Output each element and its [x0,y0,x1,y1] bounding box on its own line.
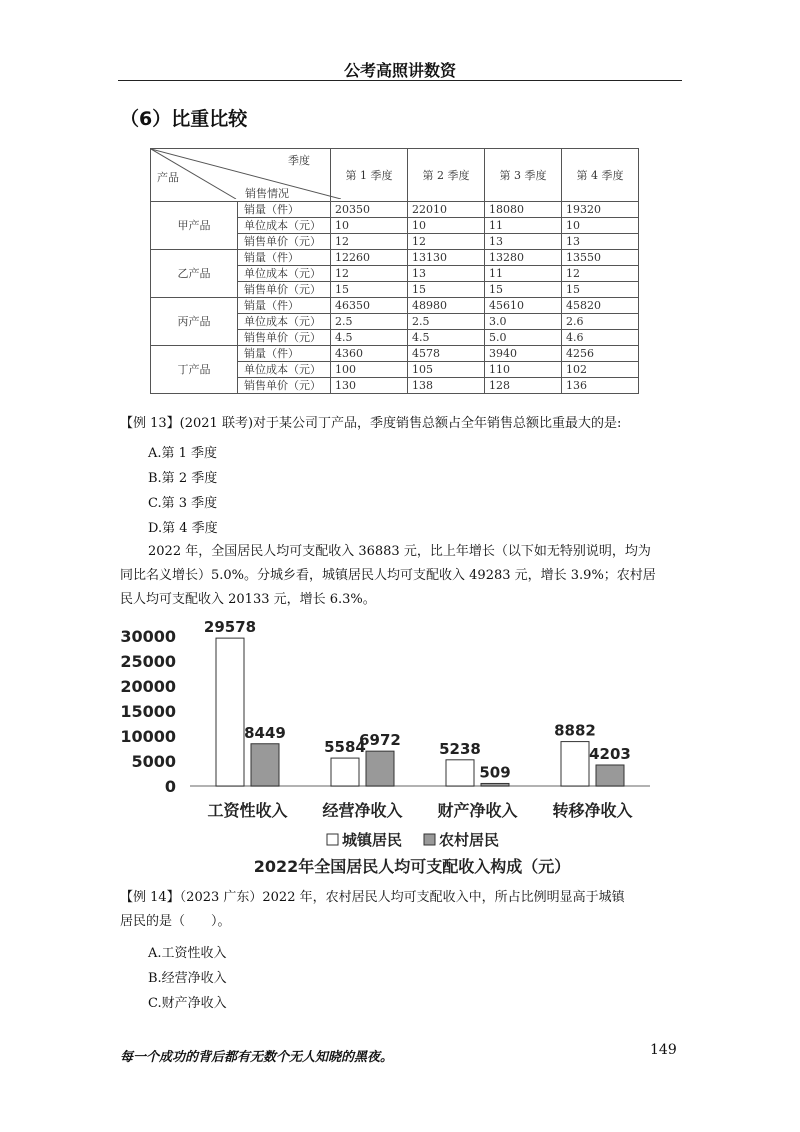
category-label: 经营净收入 [322,801,403,820]
value-cell: 110 [485,362,562,378]
quarter-header: 第 3 季度 [485,149,562,202]
quarter-header: 第 1 季度 [331,149,408,202]
value-cell: 102 [562,362,639,378]
value-cell: 12 [562,266,639,282]
q14-stem-line: 居民的是（ ）。 [120,914,231,929]
y-tick-label: 20000 [120,677,176,696]
legend-swatch-urban [327,834,338,845]
q14-option-a: A.工资性收入 [148,946,227,961]
quarter-header: 第 2 季度 [408,149,485,202]
question-14-stem [120,886,685,934]
q13-option-d: D.第 4 季度 [148,521,218,536]
bar-value-label: 8882 [554,721,596,740]
value-cell: 12260 [331,250,408,266]
metric-label-cell: 销售单价（元） [238,330,331,346]
value-cell: 13 [408,266,485,282]
value-cell: 130 [331,378,408,394]
intro-line: 同比名义增长）5.0%。分城乡看，城镇居民人均可支配收入 49283 元，增长 3.9%；农村居 [120,568,656,583]
table-row [151,202,639,218]
bar-rural [481,783,509,786]
bar-value-label: 29578 [203,618,257,637]
value-cell: 11 [485,266,562,282]
legend-label: 城镇居民 [342,831,403,849]
bar-urban [446,760,474,786]
metric-label-cell: 单位成本（元） [238,314,331,330]
bar-value-label: 509 [479,763,511,782]
metric-label-cell: 销量（件） [238,298,331,314]
value-cell: 13280 [485,250,562,266]
metric-label-cell: 销售单价（元） [238,378,331,394]
value-cell: 45610 [485,298,562,314]
bar-value-label: 5238 [439,739,481,758]
footer-motto: 每一个成功的背后都有无数个无人知晓的黑夜。 [120,1050,394,1065]
value-cell: 5.0 [485,330,562,346]
value-cell: 10 [408,218,485,234]
table-row [151,298,639,314]
bar-rural [251,744,279,786]
value-cell: 13 [485,234,562,250]
bar-value-label: 5584 [324,738,366,757]
product-name-cell: 丙产品 [151,298,238,346]
q13-option-c: C.第 3 季度 [148,496,218,511]
value-cell: 13 [562,234,639,250]
product-name-cell: 乙产品 [151,250,238,298]
value-cell: 13130 [408,250,485,266]
y-tick-label: 30000 [120,627,176,646]
intro-line: 民人均可支配收入 20133 元，增长 6.3%。 [120,592,376,607]
q13-option-a: A.第 1 季度 [148,446,218,461]
category-label: 财产净收入 [437,801,518,820]
q13-option-b: B.第 2 季度 [148,471,218,486]
value-cell: 10 [562,218,639,234]
y-tick-label: 0 [164,777,176,796]
table-row [151,346,639,362]
quarter-header: 第 4 季度 [562,149,639,202]
legend-label: 农村居民 [439,831,500,849]
bar-value-label: 6972 [359,731,401,750]
value-cell: 105 [408,362,485,378]
y-tick-label: 5000 [131,752,176,771]
intro-paragraph [120,540,685,612]
value-cell: 20350 [331,202,408,218]
q14-option-b: B.经营净收入 [148,971,227,986]
q14-stem-line: 【例 14】（2023 广东）2022 年，农村居民人均可支配收入中，所占比例明显高于城镇 [120,890,625,905]
metric-label-cell: 单位成本（元） [238,218,331,234]
value-cell: 3940 [485,346,562,362]
value-cell: 2.5 [408,314,485,330]
product-name-cell: 丁产品 [151,346,238,394]
page-header: 公考高照讲数资 [343,61,456,80]
metric-label-cell: 销量（件） [238,202,331,218]
table-row [151,250,639,266]
income-bar-chart [110,618,670,878]
chart-title: 2022年全国居民人均可支配收入构成（元） [253,857,571,876]
value-cell: 2.6 [562,314,639,330]
value-cell: 12 [408,234,485,250]
bar-rural [596,765,624,786]
value-cell: 15 [485,282,562,298]
value-cell: 100 [331,362,408,378]
bar-urban [216,638,244,786]
value-cell: 19320 [562,202,639,218]
question-13-stem: 【例 13】(2021 联考)对于某公司丁产品，季度销售总额占全年销售总额比重最大的是: [120,416,622,431]
value-cell: 12 [331,234,408,250]
bar-value-label: 4203 [589,744,631,763]
value-cell: 136 [562,378,639,394]
sales-table [150,148,639,394]
value-cell: 3.0 [485,314,562,330]
value-cell: 2.5 [331,314,408,330]
category-label: 转移净收入 [552,801,633,820]
value-cell: 12 [331,266,408,282]
value-cell: 15 [408,282,485,298]
section-title: （6）比重比较 [120,108,248,130]
value-cell: 48980 [408,298,485,314]
value-cell: 4.5 [408,330,485,346]
header-rule [118,80,682,81]
intro-line: 2022 年，全国居民人均可支配收入 36883 元，比上年增长（以下如无特别说明，均为 [148,544,651,559]
product-name-cell: 甲产品 [151,202,238,250]
value-cell: 128 [485,378,562,394]
corner-sales-label: 销售情况 [245,187,289,200]
corner-quarter-label: 季度 [288,154,310,167]
bar-value-label: 8449 [244,723,286,742]
y-tick-label: 10000 [120,727,176,746]
corner-product-label: 产品 [157,171,179,184]
value-cell: 11 [485,218,562,234]
y-tick-label: 25000 [120,652,176,671]
value-cell: 18080 [485,202,562,218]
metric-label-cell: 单位成本（元） [238,266,331,282]
bar-urban [561,742,589,786]
value-cell: 4256 [562,346,639,362]
bar-urban [331,758,359,786]
value-cell: 4.6 [562,330,639,346]
value-cell: 46350 [331,298,408,314]
page-number: 149 [650,1042,677,1058]
y-tick-label: 15000 [120,702,176,721]
value-cell: 15 [562,282,639,298]
q14-option-c: C.财产净收入 [148,996,227,1011]
metric-label-cell: 销量（件） [238,346,331,362]
table-corner-header [151,149,331,202]
value-cell: 138 [408,378,485,394]
value-cell: 13550 [562,250,639,266]
metric-label-cell: 销量（件） [238,250,331,266]
value-cell: 22010 [408,202,485,218]
category-label: 工资性收入 [207,801,288,820]
value-cell: 45820 [562,298,639,314]
legend-swatch-rural [424,834,435,845]
value-cell: 4360 [331,346,408,362]
value-cell: 15 [331,282,408,298]
value-cell: 10 [331,218,408,234]
value-cell: 4.5 [331,330,408,346]
metric-label-cell: 销售单价（元） [238,282,331,298]
metric-label-cell: 销售单价（元） [238,234,331,250]
bar-rural [366,751,394,786]
metric-label-cell: 单位成本（元） [238,362,331,378]
value-cell: 4578 [408,346,485,362]
